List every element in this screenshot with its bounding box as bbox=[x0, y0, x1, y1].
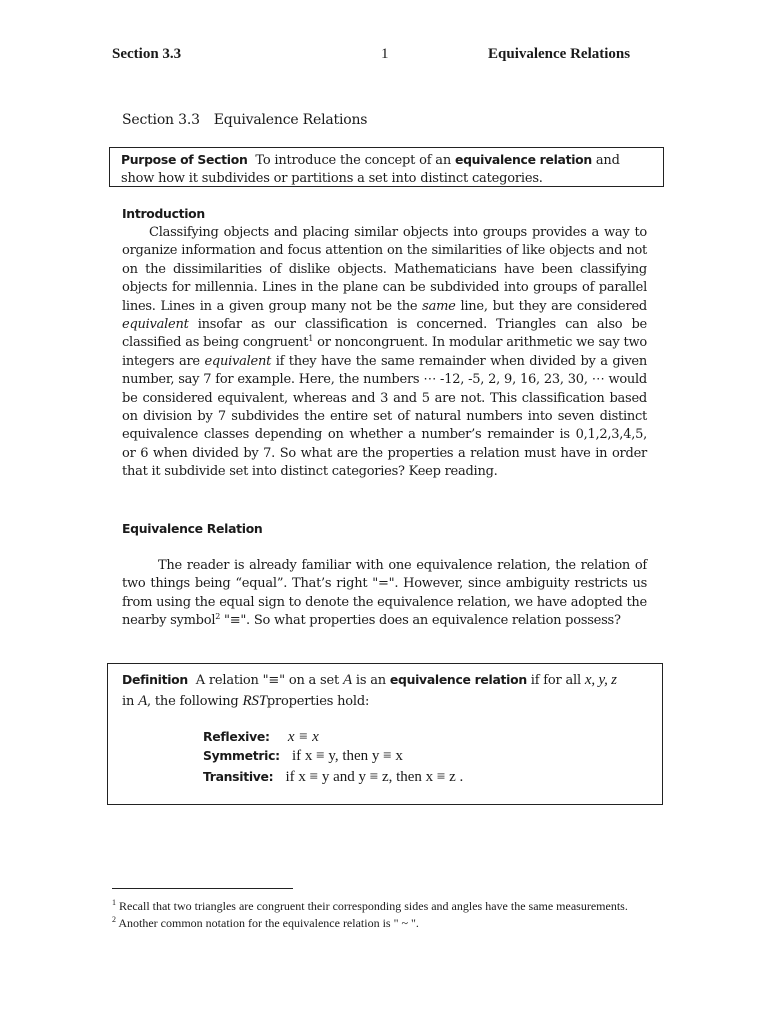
equivalence-relation-paragraph: The reader is already familiar with one equivalence relation, the relation of two things being “equal”. That’s right "=". However, since ambiguity restricts us from using the equal sign to denote the equivalence relation, we have adopted the nearby symbol$^2$ "≡". So what properties does an equivalence relation possess? bbox=[122, 558, 647, 629]
purpose-text-1: To introduce the concept of an bbox=[255, 153, 452, 168]
purpose-term: equivalence relation bbox=[454, 152, 592, 167]
symmetric-label: Symmetric: bbox=[203, 748, 280, 763]
definition-label: Definition bbox=[122, 672, 188, 687]
section-name: Equivalence Relations bbox=[213, 112, 368, 128]
header-title: Equivalence Relations bbox=[488, 46, 631, 62]
property-reflexive bbox=[203, 727, 319, 748]
transitive-expression: if x ≡ y and y ≡ z, then x ≡ z . bbox=[285, 769, 464, 785]
section-title bbox=[122, 112, 367, 128]
footnote-divider bbox=[112, 888, 293, 889]
emph-same: same bbox=[422, 298, 456, 314]
introduction-heading: Introduction bbox=[122, 206, 205, 221]
page-number: 1 bbox=[381, 46, 389, 62]
purpose-label: Purpose of Section bbox=[121, 152, 248, 167]
property-symmetric bbox=[203, 746, 403, 767]
footnote-1: $^1$ Recall that two triangles are congruent their corresponding sides and angles have the same measurements. bbox=[112, 898, 628, 913]
section-number: Section 3.3 bbox=[122, 112, 200, 128]
purpose-text-2: and show how it subdivides or partitions a set into distinct categories. bbox=[121, 153, 620, 186]
header-section-label: Section 3.3 bbox=[112, 46, 182, 62]
footnote-ref-2: 2 bbox=[215, 612, 221, 622]
reflexive-label: Reflexive: bbox=[203, 729, 270, 744]
footnote-2: $^2$ Another common notation for the equivalence relation is " ~ ". bbox=[112, 915, 419, 930]
emph-equivalent-2: equivalent bbox=[204, 353, 272, 369]
introduction-paragraph: Classifying objects and placing similar objects into groups provides a way to organize information and focus attention on the similarities of like objects and not on the dissimilarities of dislike objects. Mathematicians have been classifying objects for millennia. Lines in the plane can be subdivided into groups of parallel lines. Lines in a given group many not be the same line, but they are considered equivalent insofar as our classification is concerned. Triangles can also be classified as being congruent$^1$ or noncongruent. In modular arithmetic we say two integers are equivalent if they have the same remainder when divided by a given number, say 7 for example. Here, the numbers ⋯ -12, -5, 2, 9, 16, 23, 30, ⋯ would be considered equivalent, whereas and 3 and 5 are not. This classification based on division by 7 subdivides the entire set of natural numbers into seven distinct equivalence classes depending on whether a number’s remainder is 0,1,2,3,4,5, or 6 when divided by 7. So what are the properties a relation must have in order that it subdivide set into distinct categories? Keep reading. bbox=[122, 225, 647, 480]
definition-box: Definition A relation "≡" on a set A is an equivalence relation if for all x, y, z in A, the following RSTproperties hold: bbox=[107, 663, 663, 805]
equivalence-relation-heading: Equivalence Relation bbox=[122, 521, 263, 536]
definition-term: equivalence relation bbox=[389, 672, 527, 687]
property-transitive bbox=[203, 767, 463, 788]
reflexive-expression: x ≡ x bbox=[287, 729, 319, 745]
transitive-label: Transitive: bbox=[203, 769, 274, 784]
symmetric-expression: if x ≡ y, then y ≡ x bbox=[291, 748, 403, 764]
footnote-ref-1: 1 bbox=[308, 334, 314, 344]
emph-equivalent: equivalent bbox=[122, 317, 189, 333]
purpose-box bbox=[109, 147, 664, 187]
